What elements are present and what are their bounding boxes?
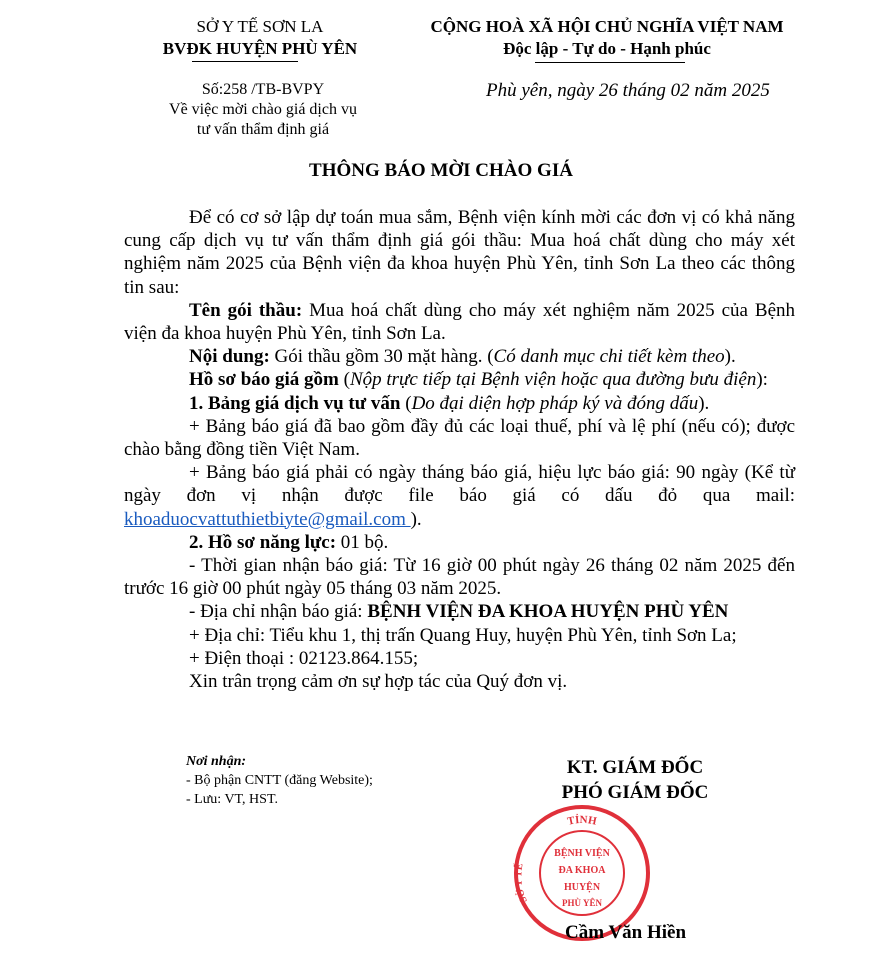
dossier-paragraph (124, 368, 795, 391)
content-italic: Có danh mục chi tiết kèm theo (493, 346, 725, 368)
document-title: THÔNG BÁO MỜI CHÀO GIÁ (309, 160, 573, 181)
national-motto: Độc lập - Tự do - Hạnh phúc (503, 39, 711, 58)
subject-line-2: tư vấn thẩm định giá (196, 121, 330, 138)
item1-note-1: + Bảng báo giá đã bao gồm đầy đủ các loại thuế, phí và lệ phí (nếu có); được chào bằng đồng tiền Việt Nam. (124, 415, 795, 461)
issuing-agency-block (130, 16, 390, 60)
recipients-title: Nơi nhận: (186, 754, 247, 769)
agency-name: SỞ Y TẾ SƠN LA (196, 17, 324, 36)
dossier-italic: Nộp trực tiếp tại Bệnh viện hoặc qua đường bưu điện (349, 369, 757, 391)
content-end: ). (724, 346, 736, 368)
intro-paragraph: Để có cơ sở lập dự toán mua sắm, Bệnh viện kính mời các đơn vị có khả năng cung cấp dịch vụ tư vấn thẩm định giá gói thầu: Mua hoá chất dùng cho máy xét nghiệm năm 2025 của Bệnh viện đa khoa huyện Phù Yên, tỉnh Sơn La theo các thông tin sau: (124, 207, 795, 298)
package-paragraph (124, 299, 795, 345)
content-text: Gói thầu gồm 30 mặt hàng. ( (269, 346, 494, 368)
address-paragraph (124, 600, 795, 623)
content-paragraph (124, 345, 795, 368)
thanks-line: Xin trân trọng cảm ơn sự hợp tác của Quý đơn vị. (189, 671, 568, 693)
address-line: + Địa chỉ: Tiểu khu 1, thị trấn Quang Huy, huyện Phù Yên, tỉnh Sơn La; (189, 624, 737, 646)
recipients-block (186, 752, 373, 809)
package-text: Mua hoá chất dùng cho máy xét nghiệm năm 2025 của Bệnh viện đa khoa huyện Phù Yên, tỉnh Sơn La. (124, 299, 796, 345)
recipient-item: - Lưu: VT, HST. (186, 792, 278, 807)
email-end: ). (410, 508, 422, 530)
seal-outer-left-path: SỞ Y TẾ (513, 862, 530, 905)
item1-italic: Do đại diện hợp pháp ký và đóng dấu (411, 392, 699, 414)
seal-line-3: HUYỆN (563, 882, 601, 893)
unit-name: BVĐK HUYỆN PHÙ YÊN (162, 39, 358, 58)
place-date: Phù yên, ngày 26 tháng 02 năm 2025 (486, 80, 770, 101)
dossier-end: ): (756, 369, 768, 391)
national-header-block (412, 16, 802, 60)
seal-line-1: BỆNH VIỆN (554, 848, 610, 859)
header-right-rule (535, 62, 685, 63)
address-prefix: - Địa chỉ nhận báo giá: (189, 601, 368, 623)
dossier-label: Hồ sơ báo giá gồm (189, 369, 339, 391)
item1-note-2 (124, 461, 795, 531)
address-name: BỆNH VIỆN ĐA KHOA HUYỆN PHÙ YÊN (367, 601, 729, 623)
content-label: Nội dung: (189, 346, 270, 368)
document-number: Số:258 /TB-BVPY (201, 81, 325, 98)
subject-line-1: Về việc mời chào giá dịch vụ (169, 101, 357, 118)
time-paragraph: - Thời gian nhận báo giá: Từ 16 giờ 00 phút ngày 26 tháng 02 năm 2025 đến trước 16 giờ 00 phút ngày 05 tháng 03 năm 2025. (124, 555, 795, 600)
signature-role-1: KT. GIÁM ĐỐC (566, 757, 704, 778)
item2-text: 01 bộ. (336, 531, 389, 553)
document-body (124, 206, 795, 693)
dossier-open: ( (338, 369, 350, 391)
item1-open: ( (400, 392, 412, 414)
signature-role-2: PHÓ GIÁM ĐỐC (561, 782, 709, 803)
signer-name: Cầm Văn Hiền (565, 922, 687, 943)
seal-line-2: ĐA KHOA (558, 865, 606, 876)
country-name: CỘNG HOÀ XÃ HỘI CHỦ NGHĨA VIỆT NAM (430, 17, 784, 36)
seal-outer-top-path: TỈNH (566, 813, 598, 828)
seal-outer-top-text (566, 814, 598, 828)
item1-paragraph (124, 392, 795, 415)
email-link[interactable]: khoaduocvattuthietbiyte@gmail.com (124, 508, 411, 530)
phone-line: + Điện thoại : 02123.864.155; (189, 647, 419, 669)
item2-label: 2. Hồ sơ năng lực: (189, 531, 337, 553)
package-label: Tên gói thầu: (189, 299, 303, 321)
document-reference (138, 80, 388, 140)
item1-label: 1. Bảng giá dịch vụ tư vấn (189, 392, 401, 414)
seal-outer-left-text (512, 862, 530, 904)
seal-line-4: PHÙ YÊN (562, 898, 602, 908)
recipient-item: - Bộ phận CNTT (đăng Website); (186, 773, 373, 788)
item1-end: ). (698, 392, 710, 414)
header-left-rule (192, 61, 298, 62)
item2-paragraph (124, 531, 795, 554)
item1-note-2-text: + Bảng báo giá phải có ngày tháng báo giá, hiệu lực báo giá: 90 ngày (Kể từ ngày đơn vị nhận được file báo giá có dấu đỏ qua mail: (124, 462, 795, 507)
